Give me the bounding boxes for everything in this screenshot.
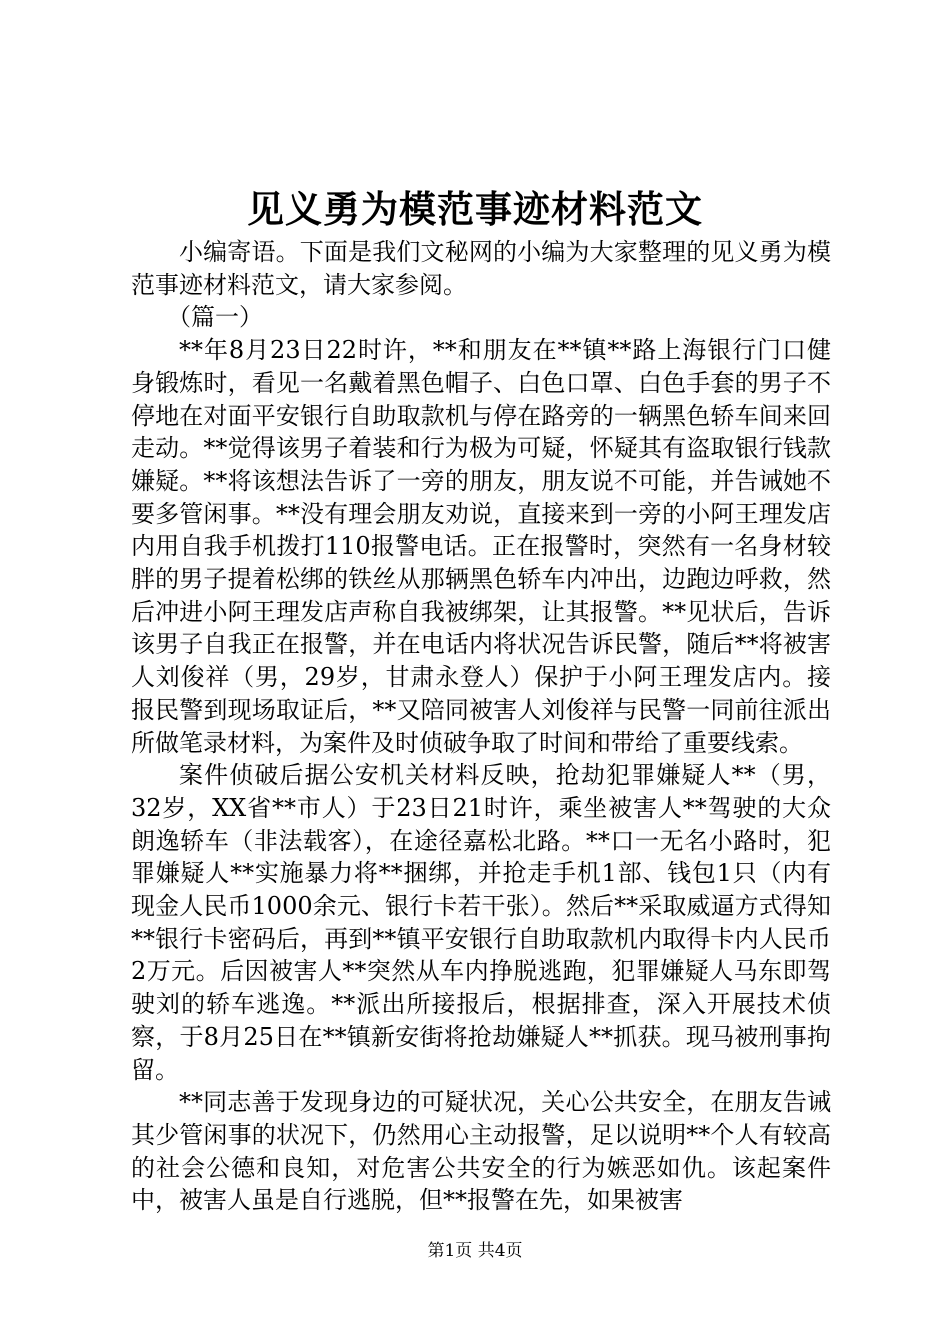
body-paragraph: **年8月23日22时许，**和朋友在**镇**路上海银行门口健身锻炼时，看见一名戴着黑色帽子、白色口罩、白色手套的男子不停地在对面平安银行自助取款机与停在路旁的一辆黑色轿车间来回走动。**觉得该男子着装和行为极为可疑，怀疑其有盗取银行钱款嫌疑。**将该想法告诉了一旁的朋友，朋友说不可能，并告诫她不要多管闲事。**没有理会朋友劝说，直接来到一旁的小阿王理发店内用自我手机拨打110报警电话。正在报警时，突然有一名身材较胖的男子提着松绑的铁丝从那辆黑色轿车内冲出，边跑边呼救，然后冲进小阿王理发店声称自我被绑架，让其报警。**见状后，告诉该男子自我正在报警，并在电话内将状况告诉民警，随后**将被害人刘俊祥（男，29岁，甘肃永登人）保护于小阿王理发店内。接报民警到现场取证后，**又陪同被害人刘俊祥与民警一同前往派出所做笔录材料，为案件及时侦破争取了时间和带给了重要线索。 <box>131 336 831 757</box>
body-paragraph: **同志善于发现身边的可疑状况，关心公共安全，在朋友告诫其少管闲事的状况下，仍然用心主动报警，足以说明**个人有较高的社会公德和良知，对危害公共安全的行为嫉恶如仇。该起案件中，被害人虽是自行逃脱，但**报警在先，如果被害 <box>131 1088 831 1215</box>
intro-paragraph: 小编寄语。下面是我们文秘网的小编为大家整理的见义勇为模范事迹材料范文，请大家参阅。 <box>131 238 831 299</box>
body-paragraph: 案件侦破后据公安机关材料反映，抢劫犯罪嫌疑人**（男，32岁，XX省**市人）于23日21时许，乘坐被害人**驾驶的大众朗逸轿车（非法载客），在途径嘉松北路。**口一无名小路时，犯罪嫌疑人**实施暴力将**捆绑，并抢走手机1部、钱包1只（内有现金人民币1000余元、银行卡若干张）。然后**采取威逼方式得知**银行卡密码后，再到**镇平安银行自助取款机内取得卡内人民币2万元。后因被害人**突然从车内挣脱逃跑，犯罪嫌疑人马东即驾驶刘的轿车逃逸。**派出所接报后，根据排查，深入开展技术侦察，于8月25日在**镇新安街将抢劫嫌疑人**抓获。现马被刑事拘留。 <box>131 761 831 1084</box>
section-heading: （篇一） <box>167 303 263 332</box>
document-title: 见义勇为模范事迹材料范文 <box>247 187 703 231</box>
document-body <box>131 236 831 1217</box>
page-footer: 第1页 共4页 <box>427 1241 523 1261</box>
